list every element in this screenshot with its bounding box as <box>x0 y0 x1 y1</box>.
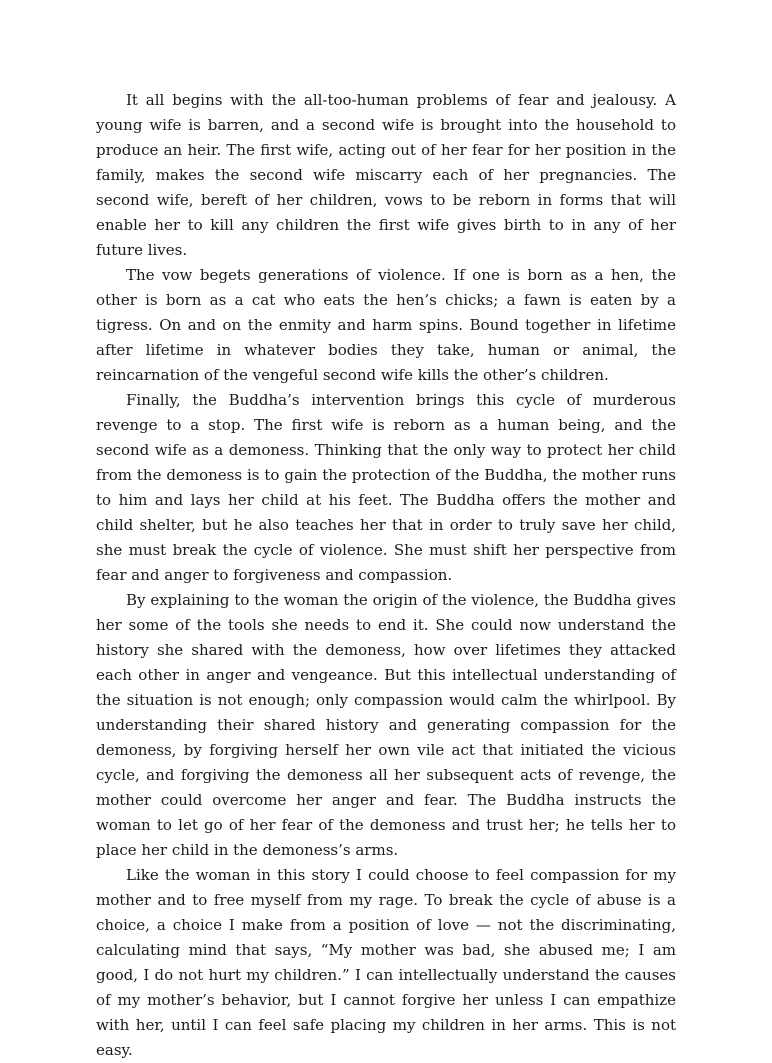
paragraph-2: The vow begets generations of violence. If one is born as a hen, the other is born as a cat who eats the hen’s chicks; a fawn is eaten by a tigress. On and on the enmity and harm spins. Bound together in lifetime after lifetime in whatever bodies they take, human or animal, the reincarnation of the vengeful second wife kills the other’s children. <box>96 266 676 384</box>
paragraph-4: By explaining to the woman the origin of the violence, the Buddha gives her some of the tools she needs to end it. She could now understand the history she shared with the demoness, how over lifetimes they attacked each other in anger and vengeance. But this intellectual understanding of the situation is not enough; only compassion would calm the whirlpool. By understanding their shared history and generating compassion for the demoness, by forgiving herself her own vile act that initiated the vicious cycle, and forgiving the demoness all her subsequent acts of revenge, the mother could overcome her anger and fear. The Buddha instructs the woman to let go of her fear of the demoness and trust her; he tells her to place her child in the demoness’s arms. <box>96 591 676 859</box>
paragraph-3: Finally, the Buddha’s intervention brings this cycle of murderous revenge to a stop. The first wife is reborn as a human being, and the second wife as a demoness. Thinking that the only way to protect her child from the demoness is to gain the protection of the Buddha, the mother runs to him and lays her child at his feet. The Buddha offers the mother and child shelter, but he also teaches her that in order to truly save her child, she must break the cycle of violence. She must shift her perspective from fear and anger to forgiveness and compassion. <box>96 391 676 584</box>
document-page <box>96 88 676 1063</box>
paragraph-5: Like the woman in this story I could choose to feel compassion for my mother and to free myself from my rage. To break the cycle of abuse is a choice, a choice I make from a position of love — not the discriminating, calculating mind that says, “My mother was bad, she abused me; I am good, I do not hurt my children.” I can intellectually understand the causes of my mother’s behavior, but I cannot forgive her unless I can empathize with her, until I can feel safe placing my children in her arms. This is not easy. <box>96 866 676 1059</box>
paragraph-1: It all begins with the all-too-human problems of fear and jealousy. A young wife is barren, and a second wife is brought into the household to produce an heir. The first wife, acting out of her fear for her position in the family, makes the second wife miscarry each of her pregnancies. The second wife, bereft of her children, vows to be reborn in forms that will enable her to kill any children the first wife gives birth to in any of her future lives. <box>96 91 676 259</box>
